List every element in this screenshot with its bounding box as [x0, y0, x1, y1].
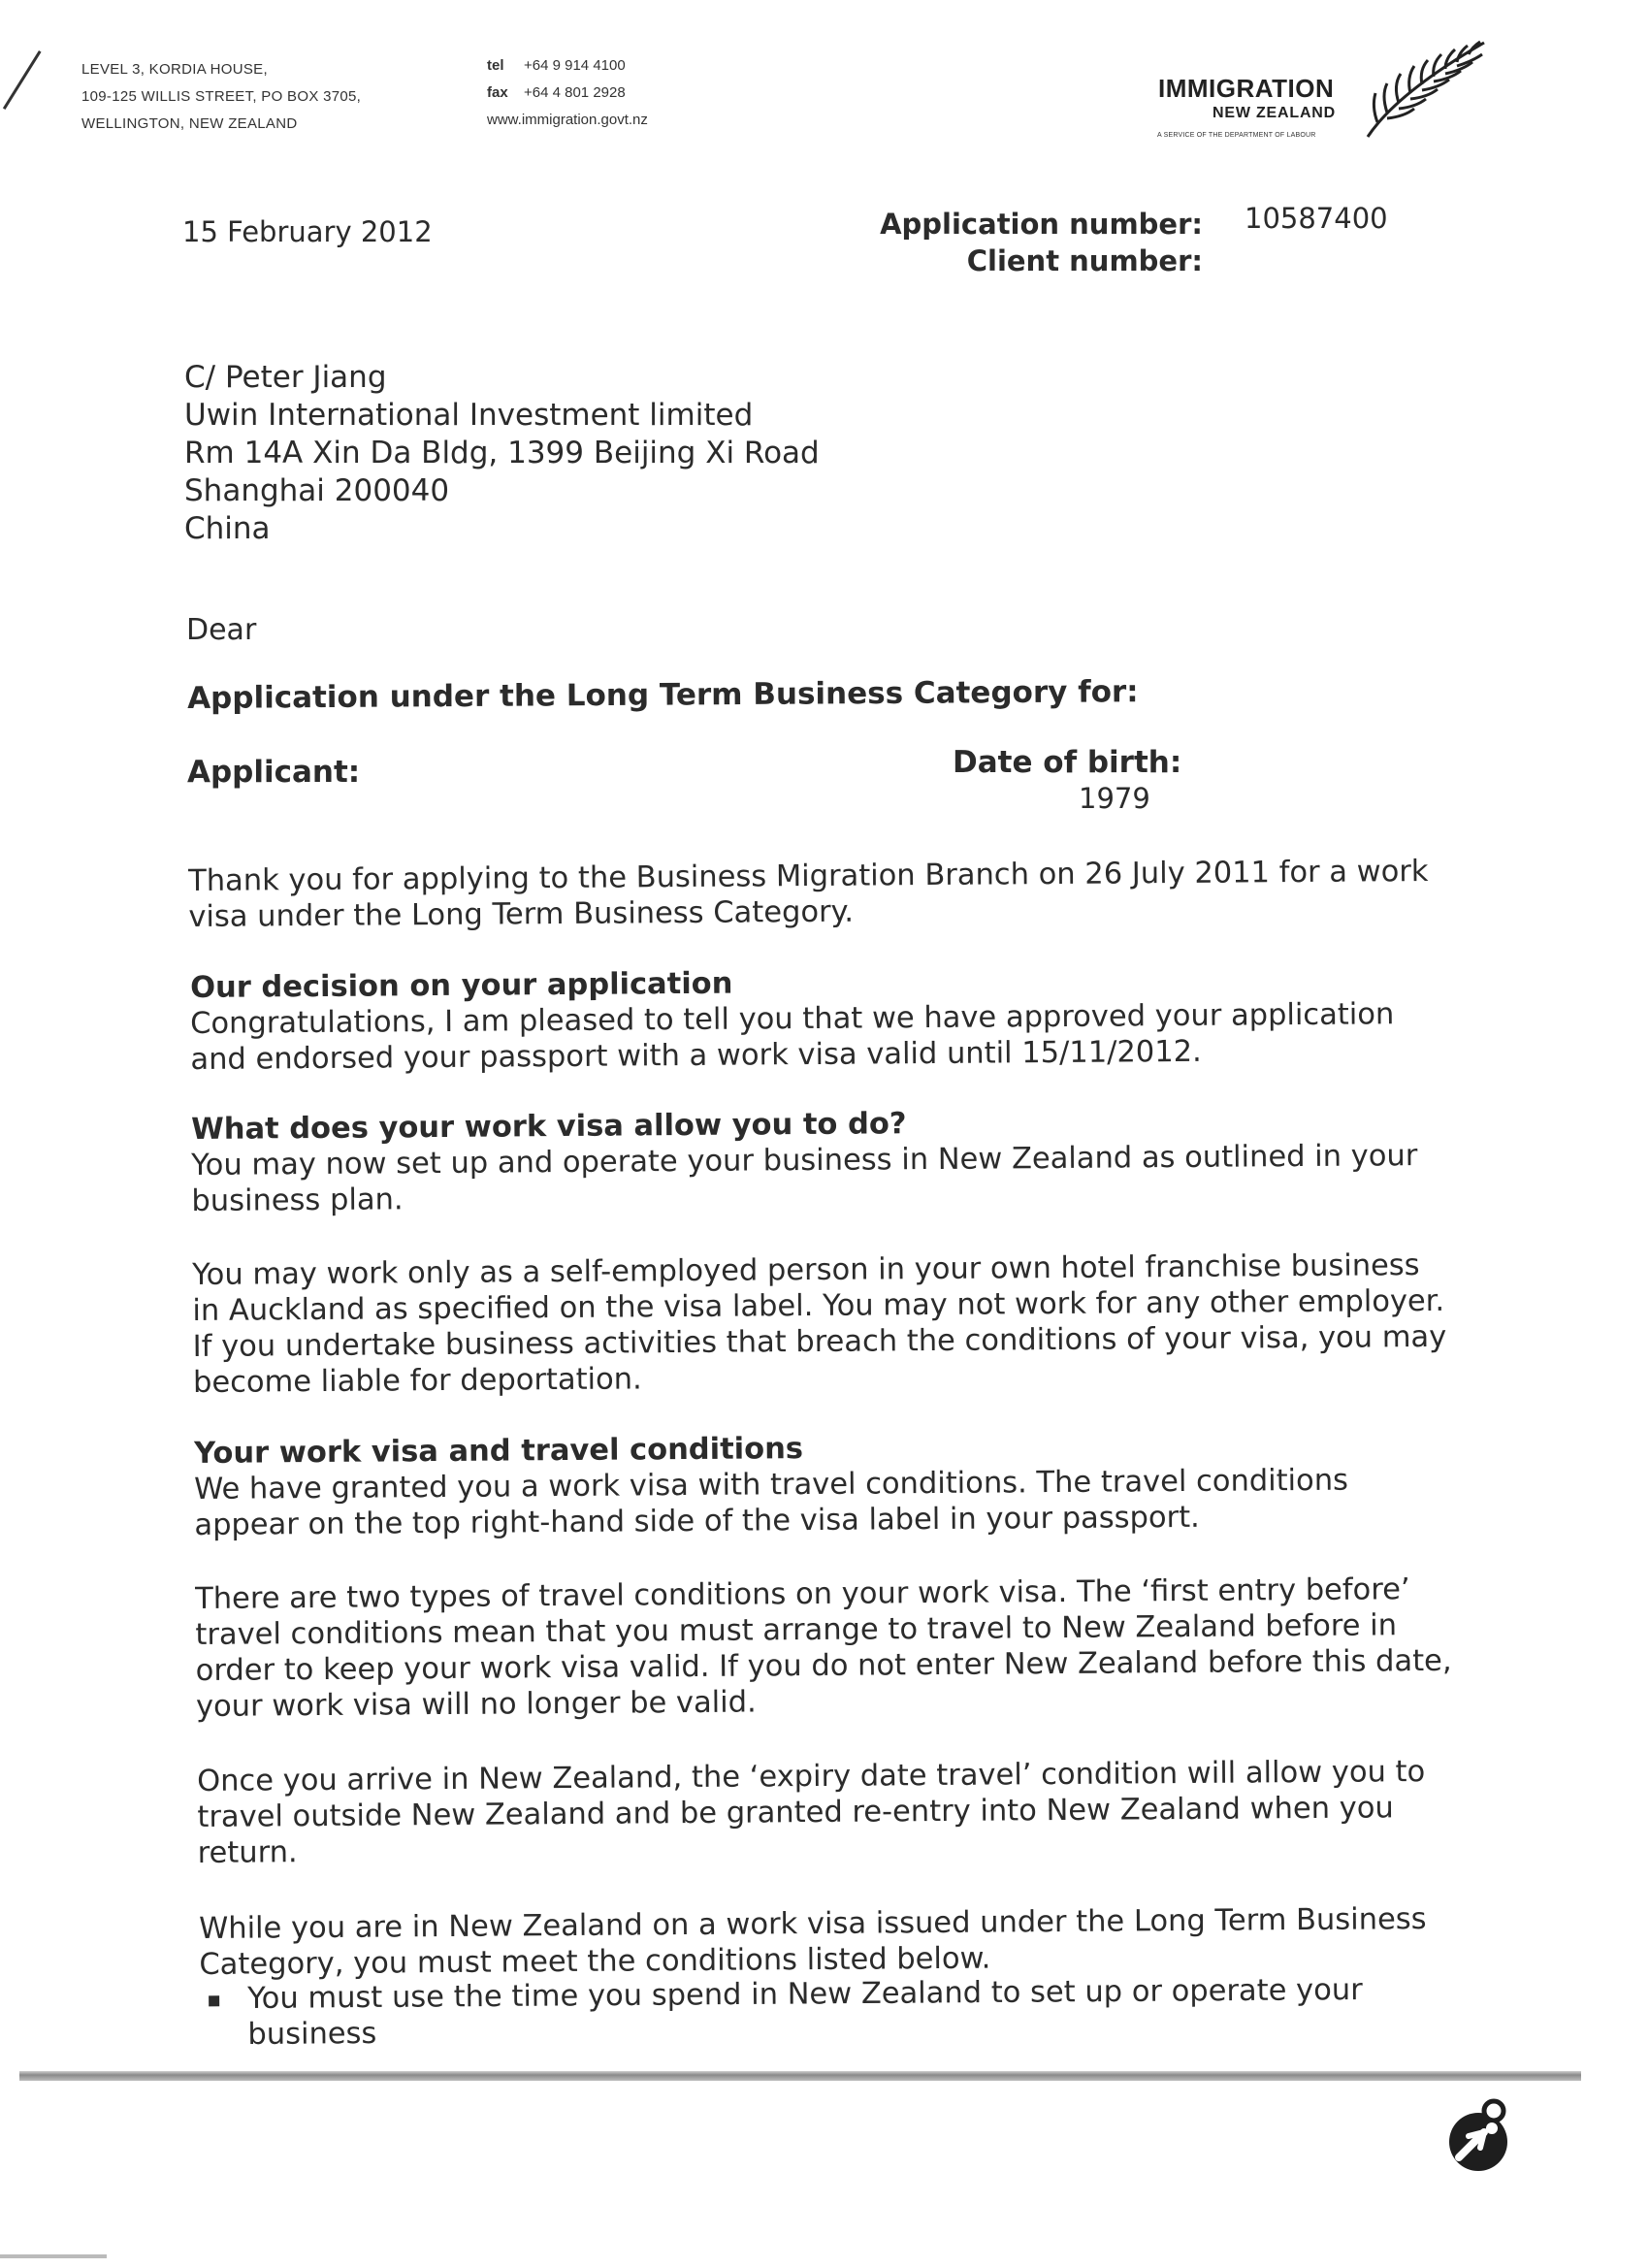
- travel-paragraph-2: There are two types of travel conditions on your work visa. The ‘first entry before’ travel conditions mean that you must arrange to travel to New Zealand before in order to keep your work visa valid. If you do not enter New Zealand before this date, your work visa will no longer be valid.: [195, 1572, 1452, 1724]
- intro-paragraph: Thank you for applying to the Business Migration Branch on 26 July 2011 for a work visa under the Long Term Business Category.: [188, 854, 1429, 934]
- recipient-address: [184, 359, 820, 548]
- travel-heading: Your work visa and travel conditions: [194, 1432, 804, 1471]
- letter-date: 15 February 2012: [182, 215, 433, 248]
- travel-paragraph-3: Once you arrive in New Zealand, the ‘expiry date travel’ condition will allow you to travel outside New Zealand and be granted re-entry into New Zealand when you return.: [197, 1755, 1426, 1870]
- allow-heading: What does your work visa allow you to do?: [191, 1107, 907, 1147]
- fax-line: [487, 80, 648, 107]
- list-item-text: You must use the time you spend in New Zealand to set up or operate your business: [247, 1972, 1363, 2052]
- conditions-list: [247, 1971, 1471, 2053]
- logo-title: IMMIGRATION: [1158, 74, 1335, 103]
- footer-scan-mark: [0, 2254, 107, 2258]
- subject-line: Application under the Long Term Business Category for:: [187, 674, 1139, 716]
- tel-number: +64 9 914 4100: [524, 57, 626, 74]
- bullet-icon: [209, 1995, 219, 2006]
- conditions-paragraph: While you are in New Zealand on a work visa issued under the Long Term Business Category, you must meet the conditions listed below.: [199, 1902, 1427, 1982]
- allow-paragraph-1: You may now set up and operate your business in New Zealand as outlined in your business plan.: [191, 1139, 1418, 1218]
- applicant-label: Applicant:: [187, 755, 361, 790]
- application-number-label: Application number:: [880, 208, 1203, 241]
- dob-value: 1979: [1079, 782, 1150, 815]
- letterhead-address: [81, 56, 361, 138]
- recipient-line: Uwin International Investment limited: [184, 398, 754, 433]
- website: www.immigration.govt.nz: [487, 112, 648, 128]
- address-line: WELLINGTON, NEW ZEALAND: [81, 115, 298, 132]
- letterhead-slash-mark: [3, 50, 42, 110]
- silver-fern-icon: [1358, 35, 1494, 142]
- tel-label: tel: [487, 57, 504, 74]
- logo-tagline: A SERVICE OF THE DEPARTMENT OF LABOUR: [1157, 132, 1316, 139]
- application-labels: [880, 206, 1203, 279]
- travel-paragraph-1: We have granted you a work visa with travel conditions. The travel conditions appear on the top right-hand side of the visa label in your passport.: [194, 1463, 1349, 1542]
- allow-paragraph-2: You may work only as a self-employed person in your own hotel franchise business in Auckland as specified on the visa label. You may not work for any other employer. If you undertake business activities that breach the conditions of your visa, you may become liable for deportation.: [192, 1248, 1447, 1400]
- letterhead-contact: [487, 52, 648, 134]
- application-number: 10587400: [1245, 202, 1388, 235]
- decision-paragraph: Congratulations, I am pleased to tell you that we have approved your application and endorsed your passport with a work visa valid until 15/11/2012.: [190, 997, 1395, 1077]
- fax-number: +64 4 801 2928: [524, 84, 626, 101]
- recipient-line: Shanghai 200040: [184, 473, 450, 508]
- recycle-person-icon: [1445, 2097, 1515, 2175]
- tel-line: [487, 52, 648, 80]
- decision-heading: Our decision on your application: [190, 966, 733, 1005]
- recipient-line: C/ Peter Jiang: [184, 360, 387, 395]
- recipient-line: China: [184, 511, 271, 546]
- address-line: LEVEL 3, KORDIA HOUSE,: [81, 61, 268, 78]
- salutation: Dear: [186, 613, 257, 647]
- recipient-line: Rm 14A Xin Da Bldg, 1399 Beijing Xi Road: [184, 436, 820, 470]
- client-number-label: Client number:: [966, 244, 1203, 277]
- fax-label: fax: [487, 84, 508, 101]
- logo-subtitle: NEW ZEALAND: [1212, 105, 1337, 121]
- dob-label: Date of birth:: [953, 745, 1182, 780]
- address-line: 109-125 WILLIS STREET, PO BOX 3705,: [81, 88, 362, 105]
- footer-divider: [19, 2071, 1581, 2081]
- list-item: [247, 1971, 1471, 2053]
